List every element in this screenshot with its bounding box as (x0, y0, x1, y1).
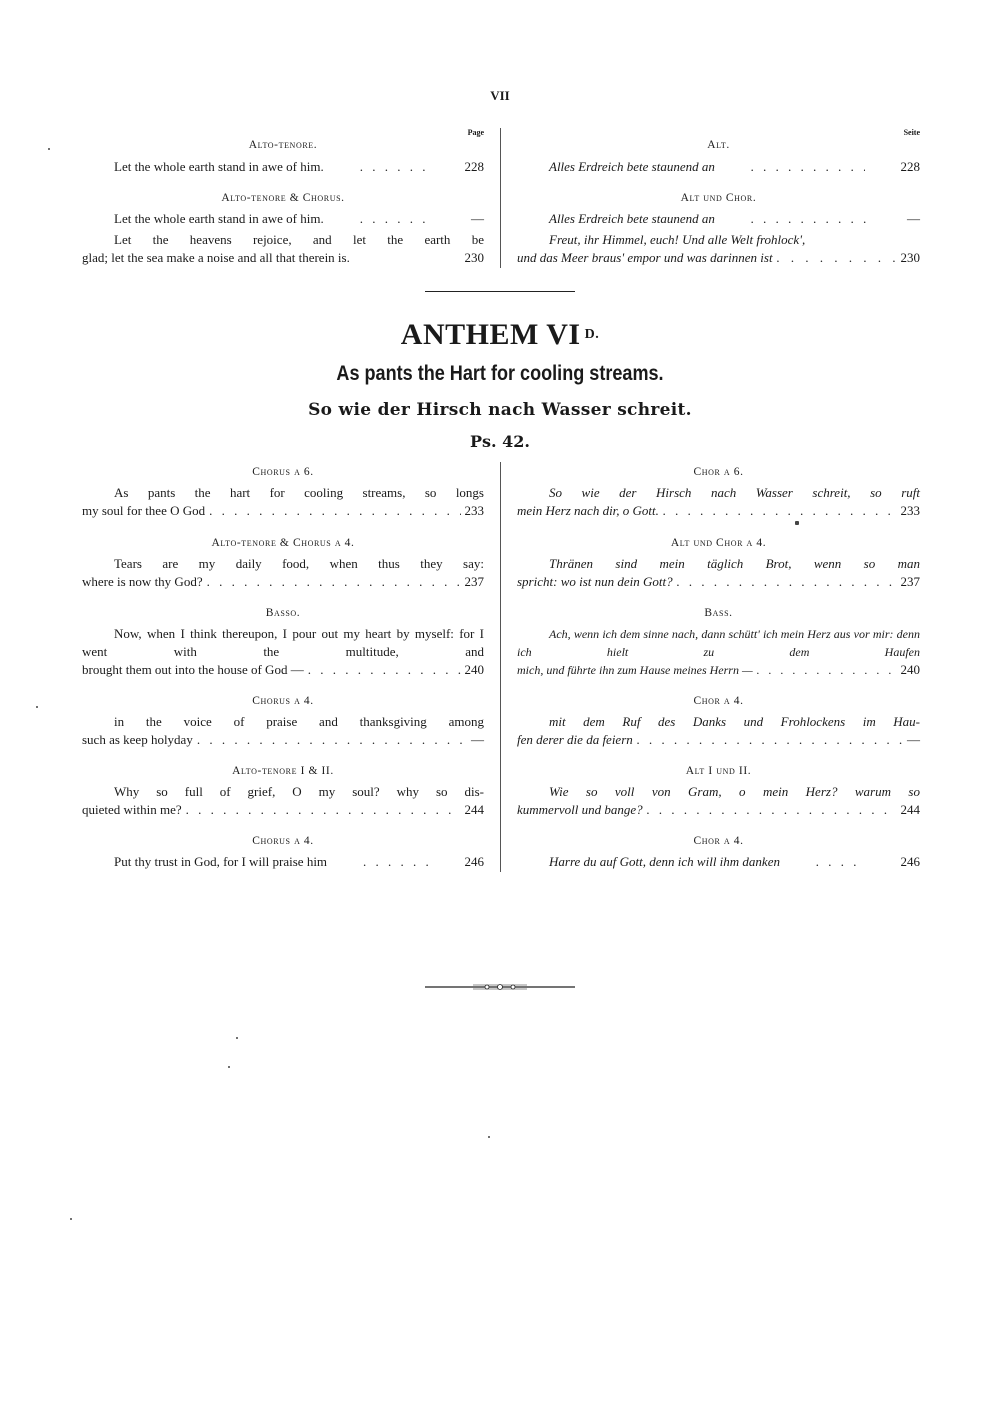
entry-text (517, 210, 920, 228)
page-ref: 246 (464, 854, 484, 869)
page-ref: 240 (464, 662, 484, 677)
page-ref: 244 (900, 802, 920, 817)
speck (236, 1037, 238, 1039)
page-ref: 233 (900, 503, 920, 518)
entry-text (517, 158, 920, 176)
entry-text (517, 484, 920, 520)
page-ref: 240 (900, 662, 920, 677)
entry-text (517, 713, 920, 749)
speck (228, 1066, 230, 1068)
line-text: Alles Erdreich bete staunend an (549, 159, 715, 174)
line-text: Put thy trust in God, for I will praise him (114, 854, 328, 869)
column-divider-top (500, 128, 501, 268)
anthem-title (0, 318, 1000, 352)
entry-text (517, 625, 920, 679)
page-ref: 237 (464, 574, 484, 589)
column-label-page: Page (467, 128, 484, 137)
speck (795, 521, 799, 525)
line-text: glad; let the sea make a noise and all that therein is. (82, 250, 350, 265)
top-right-entry-1 (517, 138, 920, 176)
section-heading: Alto-tenore I & II. (232, 765, 334, 777)
top-right-entry-3 (517, 231, 920, 267)
page-ref: 230 (900, 250, 920, 265)
entry-text (82, 158, 484, 176)
page-ref: — (907, 732, 920, 747)
line-text: fen derer die da feiern (517, 732, 633, 747)
entry-text (82, 625, 484, 679)
page-ref: 237 (900, 574, 920, 589)
section-heading: Chorus a 6. (252, 466, 314, 478)
section-heading: Chor a 4. (693, 835, 744, 847)
line-text: spricht: wo ist nun dein Gott? (517, 574, 673, 589)
anthem-subtitle: As pants the Hart for cooling streams. (336, 362, 664, 385)
anthem-german-subtitle: So wie der Hirsch nach Wasser schreit. (308, 400, 692, 420)
top-left-entry-3 (82, 231, 484, 267)
anthem-title-text: ANTHEM VI (400, 318, 581, 351)
section-heading: Alt und Chor a 4. (670, 537, 767, 549)
entry-text (82, 484, 484, 520)
entry-text (82, 555, 484, 591)
main-left-entry-6 (82, 834, 484, 871)
main-right-entry-5 (517, 764, 920, 819)
section-heading: Chor a 4. (693, 695, 744, 707)
entry-text (82, 231, 484, 267)
page-ref: 228 (464, 159, 484, 174)
line-text: Harre du auf Gott, denn ich will ihm danken (549, 854, 780, 869)
line-text: mich, und führte ihn zum Hause meines Herrn — (517, 663, 753, 677)
main-right-entry-1 (517, 465, 920, 520)
section-heading: Alto-tenore & Chorus. (221, 192, 345, 204)
line-text: Let the whole earth stand in awe of him. (114, 211, 324, 226)
section-heading: Chorus a 4. (252, 695, 314, 707)
lead-text: Ach, wenn ich dem sinne nach, dann schütt' ich mein Herz aus vor mir: denn ich hielt zu dem Haufen (517, 627, 920, 659)
page-ref: 233 (464, 503, 484, 518)
page-ref: 246 (900, 854, 920, 869)
line-text: Alles Erdreich bete staunend an (549, 211, 715, 226)
main-left-entry-3 (82, 606, 484, 679)
ornament-divider (425, 982, 575, 992)
speck (70, 1218, 72, 1220)
lead-text: Wie so voll von Gram, o mein Herz? warum so (549, 784, 920, 799)
main-left-entry-2 (82, 536, 484, 591)
column-label-seite: Seite (903, 128, 920, 137)
speck (48, 148, 50, 150)
entry-text (82, 783, 484, 819)
main-right-entry-3 (517, 606, 920, 679)
entry-text (517, 783, 920, 819)
page-ref: — (907, 211, 920, 226)
page-number: VII (490, 88, 510, 103)
line-text: quieted within me? (82, 802, 182, 817)
lead-text: mit dem Ruf des Danks und Frohlockens im Hau- (549, 714, 920, 729)
lead-text: in the voice of praise and thanksgiving among (114, 714, 484, 729)
section-heading: Alto-tenore & Chorus a 4. (211, 537, 355, 549)
top-left-entry-2 (82, 191, 484, 228)
lead-text: Now, when I think thereupon, I pour out my heart by myself: for I went with the multitude, and (82, 626, 484, 659)
anthem-title-suffix: D. (584, 327, 600, 342)
entry-text (82, 210, 484, 228)
line-text: mein Herz nach dir, o Gott. (517, 503, 659, 518)
top-left-entry-1 (82, 138, 484, 176)
section-heading: Alt I und II. (685, 765, 752, 777)
section-heading: Bass. (704, 607, 733, 619)
line-text: Let the whole earth stand in awe of him. (114, 159, 324, 174)
entry-text (517, 555, 920, 591)
section-heading: Chor a 6. (693, 466, 744, 478)
lead-text: Thränen sind mein täglich Brot, wenn so man (549, 556, 920, 571)
page-ref: 230 (464, 250, 484, 265)
line-text: where is now thy God? (82, 574, 203, 589)
page-ref: — (471, 732, 484, 747)
speck (488, 1136, 490, 1138)
lead-text: Freut, ihr Himmel, euch! Und alle Welt frohlock', (549, 232, 806, 247)
line-text: und das Meer braus' empor und was darinnen ist (517, 250, 773, 265)
entry-text (82, 713, 484, 749)
entry-text (82, 853, 484, 871)
section-divider (425, 291, 575, 292)
page-ref: 228 (900, 159, 920, 174)
page-ref: — (471, 211, 484, 226)
main-left-entry-5 (82, 764, 484, 819)
psalm-reference: Ps. 42. (469, 432, 530, 451)
main-left-entry-1 (82, 465, 484, 520)
line-text: kummervoll und bange? (517, 802, 643, 817)
page-ref: 244 (464, 802, 484, 817)
line-text: my soul for thee O God (82, 503, 206, 518)
main-right-entry-6 (517, 834, 920, 871)
entry-text (517, 231, 920, 267)
column-divider-main (500, 462, 501, 872)
section-heading: Alto-tenore. (248, 139, 318, 151)
main-left-entry-4 (82, 694, 484, 749)
section-heading: Chorus a 4. (252, 835, 314, 847)
lead-text: So wie der Hirsch nach Wasser schreit, so ruft (549, 485, 920, 500)
section-heading: Alt und Chor. (680, 192, 757, 204)
lead-text: Tears are my daily food, when thus they say: (114, 556, 484, 571)
lead-text: As pants the hart for cooling streams, so longs (114, 485, 484, 500)
line-text: brought them out into the house of God — (82, 662, 304, 677)
lead-text: Why so full of grief, O my soul? why so dis- (114, 784, 484, 799)
top-right-entry-2 (517, 191, 920, 228)
lead-text: Let the heavens rejoice, and let the earth be (114, 232, 484, 247)
speck (36, 706, 38, 708)
main-right-entry-4 (517, 694, 920, 749)
section-heading: Alt. (707, 139, 730, 151)
entry-text (517, 853, 920, 871)
main-right-entry-2 (517, 536, 920, 591)
line-text: such as keep holyday (82, 732, 193, 747)
section-heading: Basso. (265, 607, 301, 619)
